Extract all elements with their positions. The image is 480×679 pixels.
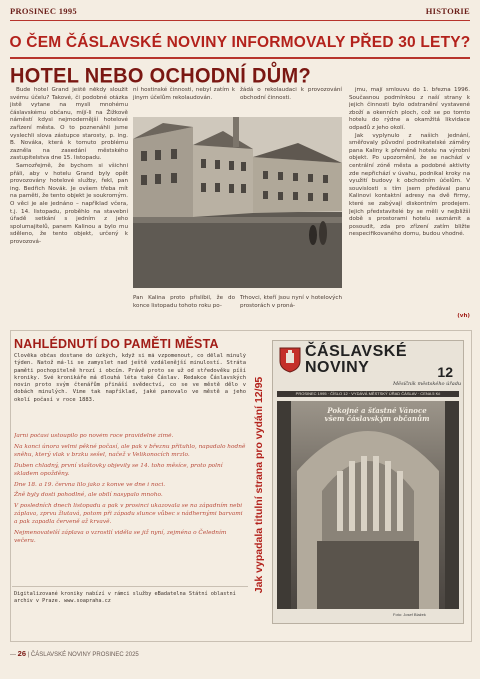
header-rule bbox=[10, 20, 470, 21]
section-banner: O ČEM ČÁSLAVSKÉ NOVINY INFORMOVALY PŘED 30 LETY? bbox=[9, 34, 471, 51]
cover-photo-credit: Foto: Josef Blažek bbox=[393, 612, 426, 617]
article-title: HOTEL NEBO OCHODNÍ DŮM? bbox=[10, 64, 311, 88]
article-column-3-top: žádá o rekolaudaci k provozování obchodní činnosti. bbox=[240, 87, 342, 101]
article-column-1 bbox=[10, 87, 128, 327]
vertical-caption-text: Jak vypadala titulní strana pro vydání 12/95 bbox=[253, 376, 265, 593]
article-column-4 bbox=[349, 87, 470, 313]
paragraph: jmu, mají smlouvu do 1. března 1996. Současnou podmínkou z naší strany k jejich činnosti bylo odstranění vystavené zboží a okenních ploch, což se po tomto hotelu do rýdne a okamžitá likvidace odpadů z jeho okolí. bbox=[349, 87, 470, 131]
box-intro: Člověka občas dostane do úzkých, když si má vzpomenout, co dělal minulý týden. Natož má-li se zamyslet nad ještě vzdálenější minulostí. Stráta paměti pochopitelně hrozí i obcím. Právě proto se už od středověku píší kroniky. Své kronikáře má dlouhá léta také Čáslav. Redakce Čáslavských novin proto svým čtenářům přináší svědectví, co se ve městě dělo v dobách minulých. Vime tak například, jaké panovalo ve městě a jeho okolí počasí v roce 1883. bbox=[14, 353, 246, 403]
article-column-2-top: ní hostinské činnosti, nebyl zatím k jinym účelům rekolaudován. bbox=[133, 87, 235, 101]
vertical-caption bbox=[253, 342, 265, 627]
banner-rule bbox=[10, 57, 470, 59]
hotel-photo bbox=[133, 117, 342, 288]
issue-date: PROSINEC 1995 bbox=[10, 6, 77, 16]
section-label: HISTORIE bbox=[425, 6, 470, 16]
chronicle-entry: Žně byly dosti pohodlné, ale obilí nasypalo mnoho. bbox=[14, 492, 163, 499]
newspaper-cover bbox=[272, 340, 464, 624]
author-signature: (vh) bbox=[457, 313, 470, 319]
chronicle-entry: Nejmenovatelší záplava o vzrostlí viděla se již nyní, zejména o Čeledním večeru. bbox=[14, 530, 227, 544]
footer-text: ČÁSLAVSKÉ NOVINY PROSINEC 2025 bbox=[30, 652, 139, 658]
paragraph: Bude hotel Grand ještě někdy sloužit svému účelu? Takové, či podobné otázka jistě vytane na mysli mnohému čáslavskému občanu, míjí-li na Žižkově náměstí kdysi nejmodernější hotelové zařízení města. O to poznenáhli jsme vyslechli slova zástupce starosty, p. ing. B. Nováka, která k tomuto problému zazněla na zasedání městského zastupitelstva dne 15. listopadu. bbox=[10, 87, 128, 162]
chronicle-entry: Dne 18. a 19. června lilo jako z konve ve dne i noci. bbox=[14, 481, 166, 488]
chronicle-entry: Jarní počasí ustoupilo po novém roce pravidelné zimě. bbox=[14, 433, 174, 439]
article-column-2-bottom: Pan Kalina proto přislíbil, že do konce listopadu tohoto roku po- bbox=[133, 295, 235, 309]
masthead-text: ČÁSLAVSKÉ NOVINY bbox=[305, 343, 407, 376]
cover-headline: Pokojné a šťastné Vánoce všem čáslavským občanům bbox=[324, 406, 430, 423]
page-number: 26 bbox=[17, 649, 27, 658]
chronicle-entries bbox=[14, 433, 246, 583]
cover-info-strip: PROSINEC 1995 · ČÍSLO 12 · VYDÁVÁ MĚSTSKÝ ÚŘAD ČÁSLAV · CENA 5 Kč bbox=[277, 391, 459, 397]
cover-subtitle: Měsíčník městského úřadu bbox=[393, 381, 462, 387]
cover-photo-church-interior bbox=[277, 401, 459, 609]
cover-issue-number: 12 bbox=[437, 364, 453, 380]
article-column-3-bottom: Trhovci, kteří jsou nyní v hotelových prostorách v proná- bbox=[240, 295, 342, 309]
paragraph: Samozřejmě, že bychom si všichni přáli, aby v hotelu Grand byly opět provozovány hotelové služby, řekl, pan ing. Bedřich Novák. Je ovšem třeba mít na paměti, že tento objekt je soukromým. O věci je ale jednáno – například včera, t.j. 14. listopadu, proběhlo na stavební úřadě setkání s jedním z jeho spolumajitelů, panem Kalinou a bylo mu sděleno, že tento objekt, určený k provozová- bbox=[10, 162, 128, 245]
chronicle-entry: V posledních dnech listopadu a pak v prosinci ukazovala se na západním nebi záplava, zprvu žlutavá, potom při západu slunce vůbec s nádhernými barvami a pak zapadla červeně až krvavě. bbox=[14, 503, 243, 526]
chronicle-entry: Duben chladný, první vlaštovky objevily se 14. toho měsíce, proto polní skladem opožděny. bbox=[14, 462, 223, 477]
page-footer: — 26 | ČÁSLAVSKÉ NOVINY PROSINEC 2025 bbox=[10, 649, 139, 658]
chronicle-entry: Na konci února velmi pěkné počasí, ale pak v březnu přituhlo, napadalo hodně sněhu, který vlak v brzku sešel, načež v Velikonocích mrzlo. bbox=[14, 443, 246, 458]
divider bbox=[12, 586, 248, 587]
city-crest-icon bbox=[279, 347, 301, 373]
box-title: NAHLÉDNUTÍ DO PAMĚTI MĚSTA bbox=[14, 337, 219, 351]
archive-note: Digitalizované kroniky nabízí v rámci služby eBadatelna Státní oblastní archiv v Praze. www.soapraha.cz bbox=[14, 591, 236, 604]
paragraph: Jak vyplynulo z našich jednání, směřovaly původní podnikatelské záměry pana Kaliny k přeměně hotelu na výrobní objekt. Po upozornění, že se nachází v centrální zóně města a podobné aktivity zde nepřichází v úvahu, podnikal kroky na využití budovy k obchodním účelům. V souvislosti s tím jsem předával panu Kalinovi kontaktní adresy na dvě firmy, které se zabývají diskontním prodejem. Jejich představitelé by se měli v nejbližší době s prostorami hotelu seznámit a posoudit, zda pro zřízení zatím bližte nespecifikovaného domu, budou vhodné. bbox=[349, 132, 470, 238]
